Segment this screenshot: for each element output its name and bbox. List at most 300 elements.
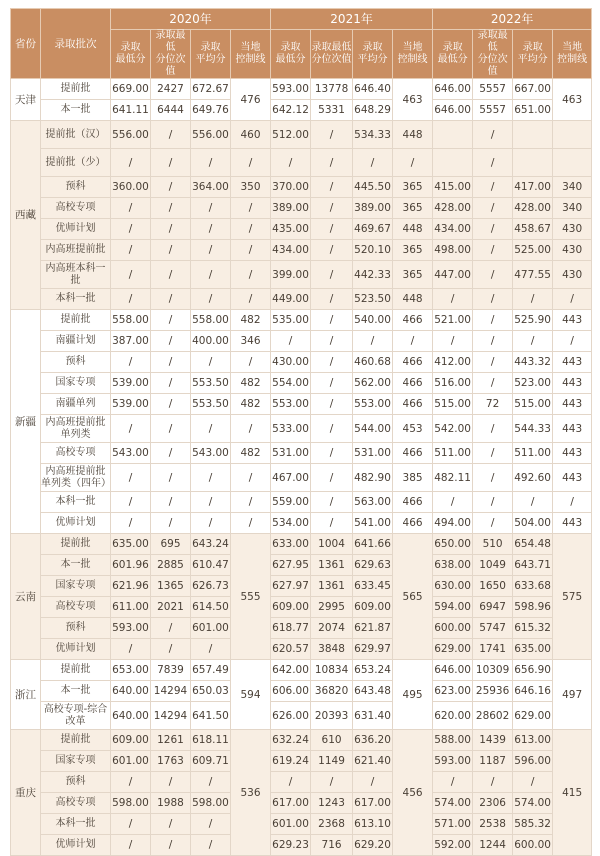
control-line-cell: / (231, 464, 271, 492)
min-score-cell: / (111, 261, 151, 289)
avg-score-cell: 613.00 (513, 730, 553, 751)
min-score-cell: 626.00 (271, 702, 311, 730)
table-row (11, 835, 592, 856)
avg-score-cell: 643.24 (191, 534, 231, 555)
batch-cell: 高校专项-综合改革 (41, 702, 111, 730)
avg-score-cell: 540.00 (353, 310, 393, 331)
batch-cell: 优师计划 (41, 835, 111, 856)
min-score-cell: 653.00 (111, 660, 151, 681)
min-score-cell: 399.00 (271, 261, 311, 289)
avg-score-cell: 515.00 (513, 394, 553, 415)
avg-score-cell: 635.00 (513, 639, 553, 660)
batch-cell: 本一批 (41, 555, 111, 576)
min-score-cell: 516.00 (433, 373, 473, 394)
min-score-cell: 511.00 (433, 443, 473, 464)
control-line-cell: 430 (553, 240, 592, 261)
table-row (11, 492, 592, 513)
min-score-cell: 638.00 (433, 555, 473, 576)
avg-score-cell: 511.00 (513, 443, 553, 464)
control-line-cell: 443 (553, 310, 592, 331)
control-line-cell (553, 149, 592, 177)
batch-cell: 优师计划 (41, 639, 111, 660)
avg-score-cell: / (191, 415, 231, 443)
min-score-cell: 482.11 (433, 464, 473, 492)
min-rank-cell: / (151, 772, 191, 793)
control-line-cell: / (393, 149, 433, 177)
avg-score-cell: 556.00 (191, 121, 231, 149)
control-line-cell: 466 (393, 310, 433, 331)
batch-cell: 国家专项 (41, 576, 111, 597)
min-rank-cell: 3848 (311, 639, 353, 660)
avg-score-cell: 641.66 (353, 534, 393, 555)
batch-cell: 高校专项 (41, 793, 111, 814)
avg-score-cell: 445.50 (353, 177, 393, 198)
min-score-cell: 370.00 (271, 177, 311, 198)
column-header: 当地 控制线 (393, 30, 433, 79)
avg-score-cell: / (513, 289, 553, 310)
control-line-cell: 443 (553, 415, 592, 443)
min-score-cell: 600.00 (433, 618, 473, 639)
control-line-cell: / (553, 331, 592, 352)
batch-cell: 本一批 (41, 681, 111, 702)
min-score-cell: 447.00 (433, 261, 473, 289)
min-rank-cell: 25936 (473, 681, 513, 702)
min-rank-cell: / (151, 149, 191, 177)
table-row (11, 394, 592, 415)
avg-score-cell: 558.00 (191, 310, 231, 331)
min-rank-cell: / (311, 464, 353, 492)
control-line-cell: 466 (393, 394, 433, 415)
min-rank-cell: 7839 (151, 660, 191, 681)
min-score-cell: 627.97 (271, 576, 311, 597)
batch-cell: 南疆计划 (41, 331, 111, 352)
min-rank-cell: 1244 (473, 835, 513, 856)
avg-score-cell: / (353, 331, 393, 352)
min-rank-cell: / (311, 373, 353, 394)
min-rank-cell: / (473, 149, 513, 177)
table-row (11, 814, 592, 835)
min-rank-cell: 20393 (311, 702, 353, 730)
min-score-cell: 592.00 (433, 835, 473, 856)
min-rank-cell: 1741 (473, 639, 513, 660)
control-line-cell: / (393, 331, 433, 352)
min-score-cell: 620.00 (433, 702, 473, 730)
min-score-cell: 428.00 (433, 198, 473, 219)
min-score-cell: 601.00 (111, 751, 151, 772)
control-line-cell: 466 (393, 513, 433, 534)
min-rank-cell: 1049 (473, 555, 513, 576)
table-row (11, 660, 592, 681)
min-score-cell: 632.24 (271, 730, 311, 751)
min-rank-cell: / (311, 415, 353, 443)
table-row (11, 177, 592, 198)
avg-score-cell: 428.00 (513, 198, 553, 219)
column-header: 录取 平均分 (191, 30, 231, 79)
min-rank-cell: / (151, 814, 191, 835)
control-line-cell: 340 (553, 198, 592, 219)
min-rank-cell: 716 (311, 835, 353, 856)
min-score-cell: 515.00 (433, 394, 473, 415)
avg-score-cell: / (191, 261, 231, 289)
avg-score-cell: / (191, 464, 231, 492)
min-rank-cell: 14294 (151, 681, 191, 702)
min-rank-cell: 2306 (473, 793, 513, 814)
avg-score-cell: 520.10 (353, 240, 393, 261)
avg-score-cell: 613.10 (353, 814, 393, 835)
table-row (11, 310, 592, 331)
avg-score-cell: 610.47 (191, 555, 231, 576)
avg-score-cell: 492.60 (513, 464, 553, 492)
min-score-cell: 531.00 (271, 443, 311, 464)
min-score-cell: / (433, 289, 473, 310)
table-row (11, 618, 592, 639)
avg-score-cell: / (191, 198, 231, 219)
control-line-cell: 536 (231, 730, 271, 856)
table-row (11, 415, 592, 443)
min-score-cell: 611.00 (111, 597, 151, 618)
min-rank-cell: / (311, 177, 353, 198)
batch-cell: 本一批 (41, 100, 111, 121)
column-header: 录取最低 分位次值 (311, 30, 353, 79)
province-cell: 重庆 (11, 730, 41, 856)
min-rank-cell: / (151, 443, 191, 464)
min-rank-cell: 5557 (473, 79, 513, 100)
min-score-cell: 640.00 (111, 702, 151, 730)
min-score-cell: 430.00 (271, 352, 311, 373)
column-header: 录取 平均分 (513, 30, 553, 79)
min-rank-cell: / (311, 121, 353, 149)
min-score-cell: / (433, 772, 473, 793)
avg-score-cell: 574.00 (513, 793, 553, 814)
min-score-cell: / (111, 772, 151, 793)
control-line-cell: 448 (393, 121, 433, 149)
avg-score-cell: / (191, 352, 231, 373)
control-line-cell: 443 (553, 394, 592, 415)
min-rank-cell: / (473, 121, 513, 149)
control-line-cell: 448 (393, 219, 433, 240)
avg-score-cell: / (191, 814, 231, 835)
min-rank-cell: / (311, 331, 353, 352)
min-rank-cell: / (473, 352, 513, 373)
avg-score-cell: / (513, 331, 553, 352)
min-rank-cell: / (311, 394, 353, 415)
control-line-cell: 443 (553, 443, 592, 464)
min-rank-cell: 10309 (473, 660, 513, 681)
avg-score-cell: 460.68 (353, 352, 393, 373)
control-line-cell: 497 (553, 660, 592, 730)
min-score-cell: 435.00 (271, 219, 311, 240)
control-line-cell: / (231, 289, 271, 310)
min-rank-cell: / (473, 772, 513, 793)
table-row (11, 198, 592, 219)
avg-score-cell: / (191, 240, 231, 261)
avg-score-cell: / (191, 772, 231, 793)
min-rank-cell: 510 (473, 534, 513, 555)
column-header: 录取 最低分 (111, 30, 151, 79)
avg-score-cell: 618.11 (191, 730, 231, 751)
control-line-cell: 350 (231, 177, 271, 198)
min-rank-cell: 1361 (311, 576, 353, 597)
avg-score-cell: 641.50 (191, 702, 231, 730)
min-score-cell: 594.00 (433, 597, 473, 618)
min-score-cell: 539.00 (111, 394, 151, 415)
avg-score-cell: 534.33 (353, 121, 393, 149)
avg-score-cell (513, 149, 553, 177)
control-line-cell: 565 (393, 534, 433, 660)
province-group (11, 730, 592, 856)
avg-score-cell: 553.50 (191, 373, 231, 394)
min-rank-cell: / (311, 219, 353, 240)
min-score-cell: 627.95 (271, 555, 311, 576)
table-row (11, 639, 592, 660)
column-header: 录取最低 分位次值 (473, 30, 513, 79)
min-score-cell: 629.00 (433, 639, 473, 660)
avg-score-cell: / (191, 835, 231, 856)
min-rank-cell: / (473, 240, 513, 261)
min-score-cell: 619.24 (271, 751, 311, 772)
control-line-cell: 443 (553, 464, 592, 492)
min-score-cell: / (111, 639, 151, 660)
min-rank-cell: / (151, 219, 191, 240)
min-score-cell: 588.00 (433, 730, 473, 751)
avg-score-cell: 364.00 (191, 177, 231, 198)
control-line-cell: / (231, 219, 271, 240)
avg-score-cell: 563.00 (353, 492, 393, 513)
avg-score-cell: / (191, 219, 231, 240)
table-row (11, 261, 592, 289)
min-rank-cell: / (473, 443, 513, 464)
avg-score-cell: 654.48 (513, 534, 553, 555)
min-score-cell: 640.00 (111, 681, 151, 702)
batch-cell: 本科一批 (41, 814, 111, 835)
min-score-cell: 617.00 (271, 793, 311, 814)
min-rank-cell: / (473, 513, 513, 534)
min-score-cell: / (111, 149, 151, 177)
table-row (11, 373, 592, 394)
control-line-cell: / (231, 240, 271, 261)
min-rank-cell: 1361 (311, 555, 353, 576)
min-score-cell: 498.00 (433, 240, 473, 261)
min-rank-cell: / (151, 289, 191, 310)
min-score-cell: 512.00 (271, 121, 311, 149)
avg-score-cell: 585.32 (513, 814, 553, 835)
avg-score-cell: 667.00 (513, 79, 553, 100)
avg-score-cell: 615.32 (513, 618, 553, 639)
control-line-cell: 466 (393, 373, 433, 394)
min-score-cell: / (111, 352, 151, 373)
avg-score-cell: 653.24 (353, 660, 393, 681)
control-line-cell: 482 (231, 310, 271, 331)
batch-cell: 高校专项 (41, 597, 111, 618)
control-line-cell: 482 (231, 394, 271, 415)
min-rank-cell: / (151, 177, 191, 198)
min-rank-cell: / (151, 835, 191, 856)
table-row (11, 331, 592, 352)
avg-score-cell: 614.50 (191, 597, 231, 618)
avg-score-cell: 631.40 (353, 702, 393, 730)
avg-score-cell: 443.32 (513, 352, 553, 373)
avg-score-cell: 643.48 (353, 681, 393, 702)
table-row (11, 149, 592, 177)
min-rank-cell: 2538 (473, 814, 513, 835)
min-score-cell: 633.00 (271, 534, 311, 555)
min-rank-cell: / (473, 261, 513, 289)
min-rank-cell: / (311, 772, 353, 793)
min-rank-cell: 13778 (311, 79, 353, 100)
min-score-cell: 434.00 (433, 219, 473, 240)
control-line-cell: 443 (553, 373, 592, 394)
min-score-cell: / (111, 289, 151, 310)
control-line-cell: / (231, 513, 271, 534)
control-line-cell: 365 (393, 261, 433, 289)
min-score-cell: / (111, 835, 151, 856)
province-header: 省份 (11, 9, 41, 79)
control-line-cell: / (231, 415, 271, 443)
control-line-cell: 365 (393, 240, 433, 261)
min-rank-cell: 2427 (151, 79, 191, 100)
min-score-cell: 598.00 (111, 793, 151, 814)
control-line-cell: 466 (393, 352, 433, 373)
province-group (11, 534, 592, 660)
min-rank-cell: / (311, 443, 353, 464)
control-line-cell: 482 (231, 373, 271, 394)
control-line-cell: 443 (553, 513, 592, 534)
avg-score-cell: 553.00 (353, 394, 393, 415)
avg-score-cell: 442.33 (353, 261, 393, 289)
min-score-cell: 494.00 (433, 513, 473, 534)
province-cell: 新疆 (11, 310, 41, 534)
min-score-cell: / (111, 198, 151, 219)
avg-score-cell: 621.87 (353, 618, 393, 639)
min-rank-cell: 1650 (473, 576, 513, 597)
min-score-cell: / (271, 149, 311, 177)
min-score-cell: 553.00 (271, 394, 311, 415)
table-row (11, 597, 592, 618)
min-rank-cell: / (151, 415, 191, 443)
min-score-cell: 629.23 (271, 835, 311, 856)
avg-score-cell: 598.00 (191, 793, 231, 814)
batch-cell: 预科 (41, 352, 111, 373)
min-rank-cell: 1439 (473, 730, 513, 751)
table-header (11, 9, 592, 79)
min-score-cell: / (111, 240, 151, 261)
avg-score-cell: 621.40 (353, 751, 393, 772)
avg-score-cell: 633.45 (353, 576, 393, 597)
min-rank-cell: / (473, 310, 513, 331)
min-score-cell: / (111, 814, 151, 835)
table-row (11, 534, 592, 555)
min-rank-cell: / (473, 198, 513, 219)
control-line-cell: 476 (231, 79, 271, 121)
min-score-cell: 646.00 (433, 79, 473, 100)
control-line-cell (553, 121, 592, 149)
control-line-cell: 453 (393, 415, 433, 443)
avg-score-cell: 523.50 (353, 289, 393, 310)
avg-score-cell: 600.00 (513, 835, 553, 856)
min-score-cell: 623.00 (433, 681, 473, 702)
avg-score-cell (513, 121, 553, 149)
avg-score-cell: 531.00 (353, 443, 393, 464)
control-line-cell: 575 (553, 534, 592, 660)
batch-cell: 提前批 (41, 534, 111, 555)
min-rank-cell: 1243 (311, 793, 353, 814)
avg-score-cell: / (353, 772, 393, 793)
control-line-cell: 463 (553, 79, 592, 121)
province-group (11, 660, 592, 730)
min-rank-cell: 1261 (151, 730, 191, 751)
table-row (11, 464, 592, 492)
min-rank-cell: 1763 (151, 751, 191, 772)
min-rank-cell: / (311, 198, 353, 219)
min-score-cell: 360.00 (111, 177, 151, 198)
min-score-cell: / (111, 513, 151, 534)
avg-score-cell: / (513, 772, 553, 793)
control-line-cell: / (553, 492, 592, 513)
min-rank-cell: / (151, 394, 191, 415)
control-line-cell: 415 (553, 730, 592, 856)
avg-score-cell: 648.29 (353, 100, 393, 121)
table-row (11, 352, 592, 373)
table-row (11, 702, 592, 730)
min-score-cell: / (433, 492, 473, 513)
control-line-cell: 460 (231, 121, 271, 149)
province-cell: 天津 (11, 79, 41, 121)
min-rank-cell: / (473, 492, 513, 513)
avg-score-cell: 553.50 (191, 394, 231, 415)
min-score-cell: 609.00 (271, 597, 311, 618)
min-rank-cell: 1187 (473, 751, 513, 772)
min-rank-cell: / (151, 261, 191, 289)
avg-score-cell: 601.00 (191, 618, 231, 639)
table-row (11, 793, 592, 814)
avg-score-cell: 617.00 (353, 793, 393, 814)
batch-cell: 提前批 (41, 310, 111, 331)
min-score-cell: 593.00 (433, 751, 473, 772)
min-rank-cell: / (311, 310, 353, 331)
min-score-cell: / (111, 219, 151, 240)
min-score-cell: 601.96 (111, 555, 151, 576)
min-rank-cell: / (151, 464, 191, 492)
column-header: 当地 控制线 (553, 30, 592, 79)
min-rank-cell: / (311, 149, 353, 177)
column-header: 录取 平均分 (353, 30, 393, 79)
min-rank-cell: / (473, 331, 513, 352)
avg-score-cell: / (191, 149, 231, 177)
min-rank-cell: / (151, 310, 191, 331)
control-line-cell: / (231, 352, 271, 373)
min-rank-cell: 2021 (151, 597, 191, 618)
column-header: 录取最低 分位次值 (151, 30, 191, 79)
admission-scores-table (10, 8, 592, 856)
min-score-cell: 415.00 (433, 177, 473, 198)
min-rank-cell: / (473, 177, 513, 198)
table-row (11, 772, 592, 793)
avg-score-cell: 643.71 (513, 555, 553, 576)
avg-score-cell: 646.40 (353, 79, 393, 100)
min-rank-cell: / (151, 352, 191, 373)
min-score-cell: 642.12 (271, 100, 311, 121)
min-score-cell: / (111, 464, 151, 492)
avg-score-cell: 651.00 (513, 100, 553, 121)
avg-score-cell: 629.00 (513, 702, 553, 730)
table-row (11, 219, 592, 240)
batch-cell: 内高班提前批 (41, 240, 111, 261)
batch-cell: 高校专项 (41, 198, 111, 219)
min-rank-cell: / (473, 289, 513, 310)
min-rank-cell: 5747 (473, 618, 513, 639)
min-rank-cell: 6444 (151, 100, 191, 121)
table-row (11, 513, 592, 534)
